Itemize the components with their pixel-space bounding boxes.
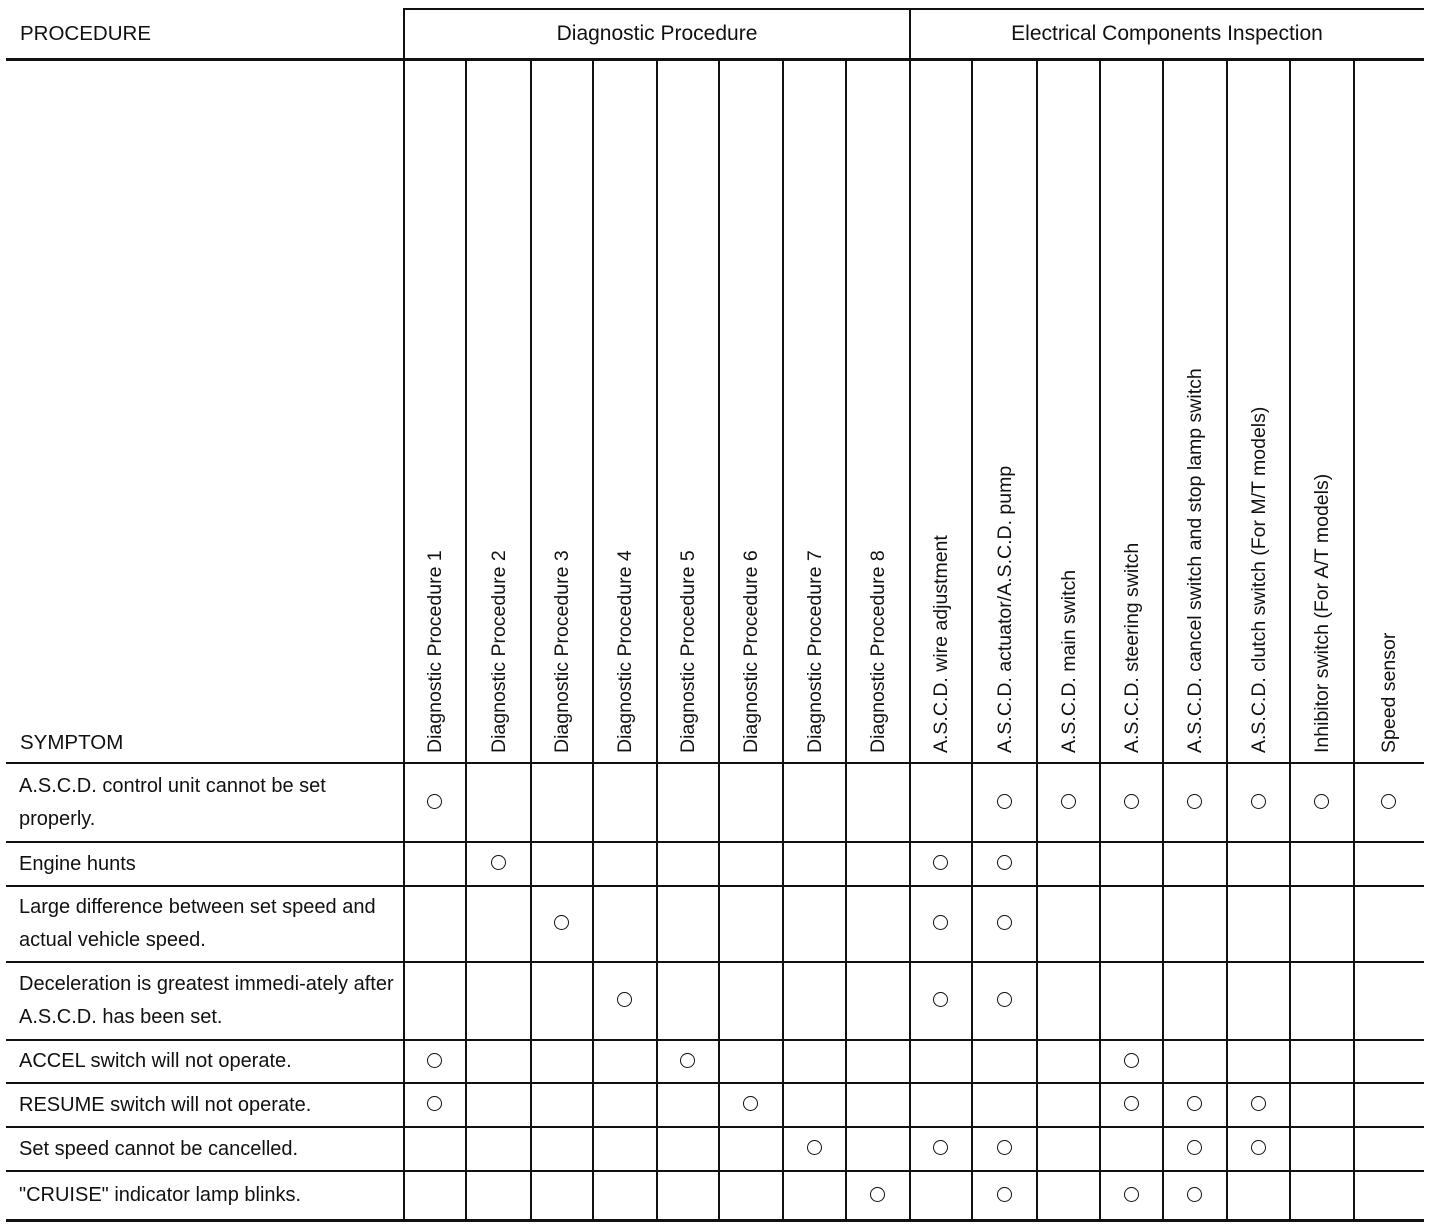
symptom-text: ACCEL switch will not operate. (19, 1050, 292, 1072)
symptom-text: Engine hunts (19, 852, 136, 875)
column-header-14: A.S.C.D. clutch switch (For M/T models) (1247, 406, 1270, 753)
check-mark-circle (997, 794, 1012, 809)
symptom-text: Large difference between set speed and actual vehicle speed. (19, 896, 376, 951)
check-mark-circle (1187, 794, 1202, 809)
top-border (404, 8, 1424, 10)
check-mark-circle (933, 1140, 948, 1155)
check-mark-circle (491, 855, 506, 870)
check-mark-circle (997, 855, 1012, 870)
check-mark-circle (427, 794, 442, 809)
troubleshooting-table (6, 8, 1424, 1220)
column-rule (656, 59, 658, 1220)
check-mark-circle (1187, 1187, 1202, 1202)
check-mark-circle (1381, 794, 1396, 809)
check-mark-circle (997, 992, 1012, 1007)
column-rule (592, 59, 594, 1220)
column-header-15: Inhibitor switch (For A/T models) (1311, 473, 1333, 753)
column-header-4: Diagnostic Procedure 4 (614, 550, 636, 753)
column-header-13: A.S.C.D. cancel switch and stop lamp switch (1184, 368, 1206, 753)
check-mark-circle (933, 855, 948, 870)
column-header-6: Diagnostic Procedure 6 (740, 550, 762, 753)
symptom-cell (19, 1083, 399, 1127)
column-rule (1099, 59, 1101, 1220)
column-header-2: Diagnostic Procedure 2 (487, 550, 510, 753)
check-mark-circle (1251, 794, 1266, 809)
symptom-header: SYMPTOM (20, 731, 124, 754)
symptom-cell (19, 842, 399, 886)
procedure-header: PROCEDURE (20, 22, 151, 45)
column-header-9: A.S.C.D. wire adjustment (930, 535, 952, 753)
column-header-12: A.S.C.D. steering switch (1120, 542, 1143, 753)
check-mark-circle (997, 1187, 1012, 1202)
check-mark-circle (427, 1053, 442, 1068)
symptom-text: Deceleration is greatest immedi-ately after A.S.C.D. has been set. (19, 973, 394, 1028)
check-mark-circle (1124, 794, 1139, 809)
check-mark-circle (617, 992, 632, 1007)
symptom-cell (19, 763, 399, 842)
group-header-electrical-components-inspection: Electrical Components Inspection (1011, 22, 1323, 45)
column-rule (403, 8, 405, 1220)
check-mark-circle (554, 915, 569, 930)
group-header-diagnostic-procedure: Diagnostic Procedure (556, 22, 758, 45)
column-rule (1036, 59, 1038, 1220)
column-header-8: Diagnostic Procedure 8 (867, 550, 889, 753)
check-mark-circle (997, 915, 1012, 930)
header-rule (6, 58, 1424, 61)
check-mark-circle (1124, 1187, 1139, 1202)
column-rule (1353, 59, 1355, 1220)
column-rule (845, 59, 847, 1220)
check-mark-circle (1251, 1140, 1266, 1155)
column-rule (1226, 59, 1228, 1220)
check-mark-circle (1124, 1096, 1139, 1111)
symptom-cell (19, 1127, 399, 1171)
symptom-text: A.S.C.D. control unit cannot be set properly. (19, 774, 326, 830)
symptom-cell (19, 1171, 399, 1220)
check-mark-circle (680, 1053, 695, 1068)
column-header-7: Diagnostic Procedure 7 (803, 550, 826, 753)
check-mark-circle (1187, 1140, 1202, 1155)
column-rule (718, 59, 720, 1220)
symptom-text: "CRUISE" indicator lamp blinks. (19, 1184, 302, 1206)
check-mark-circle (870, 1187, 885, 1202)
check-mark-circle (1251, 1096, 1266, 1111)
column-rule (1289, 59, 1291, 1220)
symptom-cell (19, 962, 399, 1040)
column-header-5: Diagnostic Procedure 5 (677, 550, 699, 753)
symptom-cell (19, 1040, 399, 1083)
check-mark-circle (933, 992, 948, 1007)
check-mark-circle (1124, 1053, 1139, 1068)
check-mark-circle (1061, 794, 1076, 809)
column-header-1: Diagnostic Procedure 1 (424, 550, 446, 753)
column-header-3: Diagnostic Procedure 3 (551, 550, 573, 753)
column-rule (782, 59, 784, 1220)
check-mark-circle (807, 1140, 822, 1155)
column-rule (465, 59, 467, 1220)
column-rule (909, 8, 911, 1220)
column-header-10: A.S.C.D. actuator/A.S.C.D. pump (993, 465, 1016, 753)
check-mark-circle (427, 1096, 442, 1111)
symptom-text: Set speed cannot be cancelled. (19, 1137, 299, 1160)
check-mark-circle (1314, 794, 1329, 809)
check-mark-circle (997, 1140, 1012, 1155)
column-header-16: Speed sensor (1378, 632, 1400, 753)
column-rule (971, 59, 973, 1220)
column-rule (1162, 59, 1164, 1220)
column-header-11: A.S.C.D. main switch (1057, 569, 1080, 753)
check-mark-circle (1187, 1096, 1202, 1111)
symptom-text: RESUME switch will not operate. (19, 1093, 312, 1116)
check-mark-circle (933, 915, 948, 930)
check-mark-circle (743, 1096, 758, 1111)
symptom-cell (19, 886, 399, 962)
column-rule (530, 59, 532, 1220)
